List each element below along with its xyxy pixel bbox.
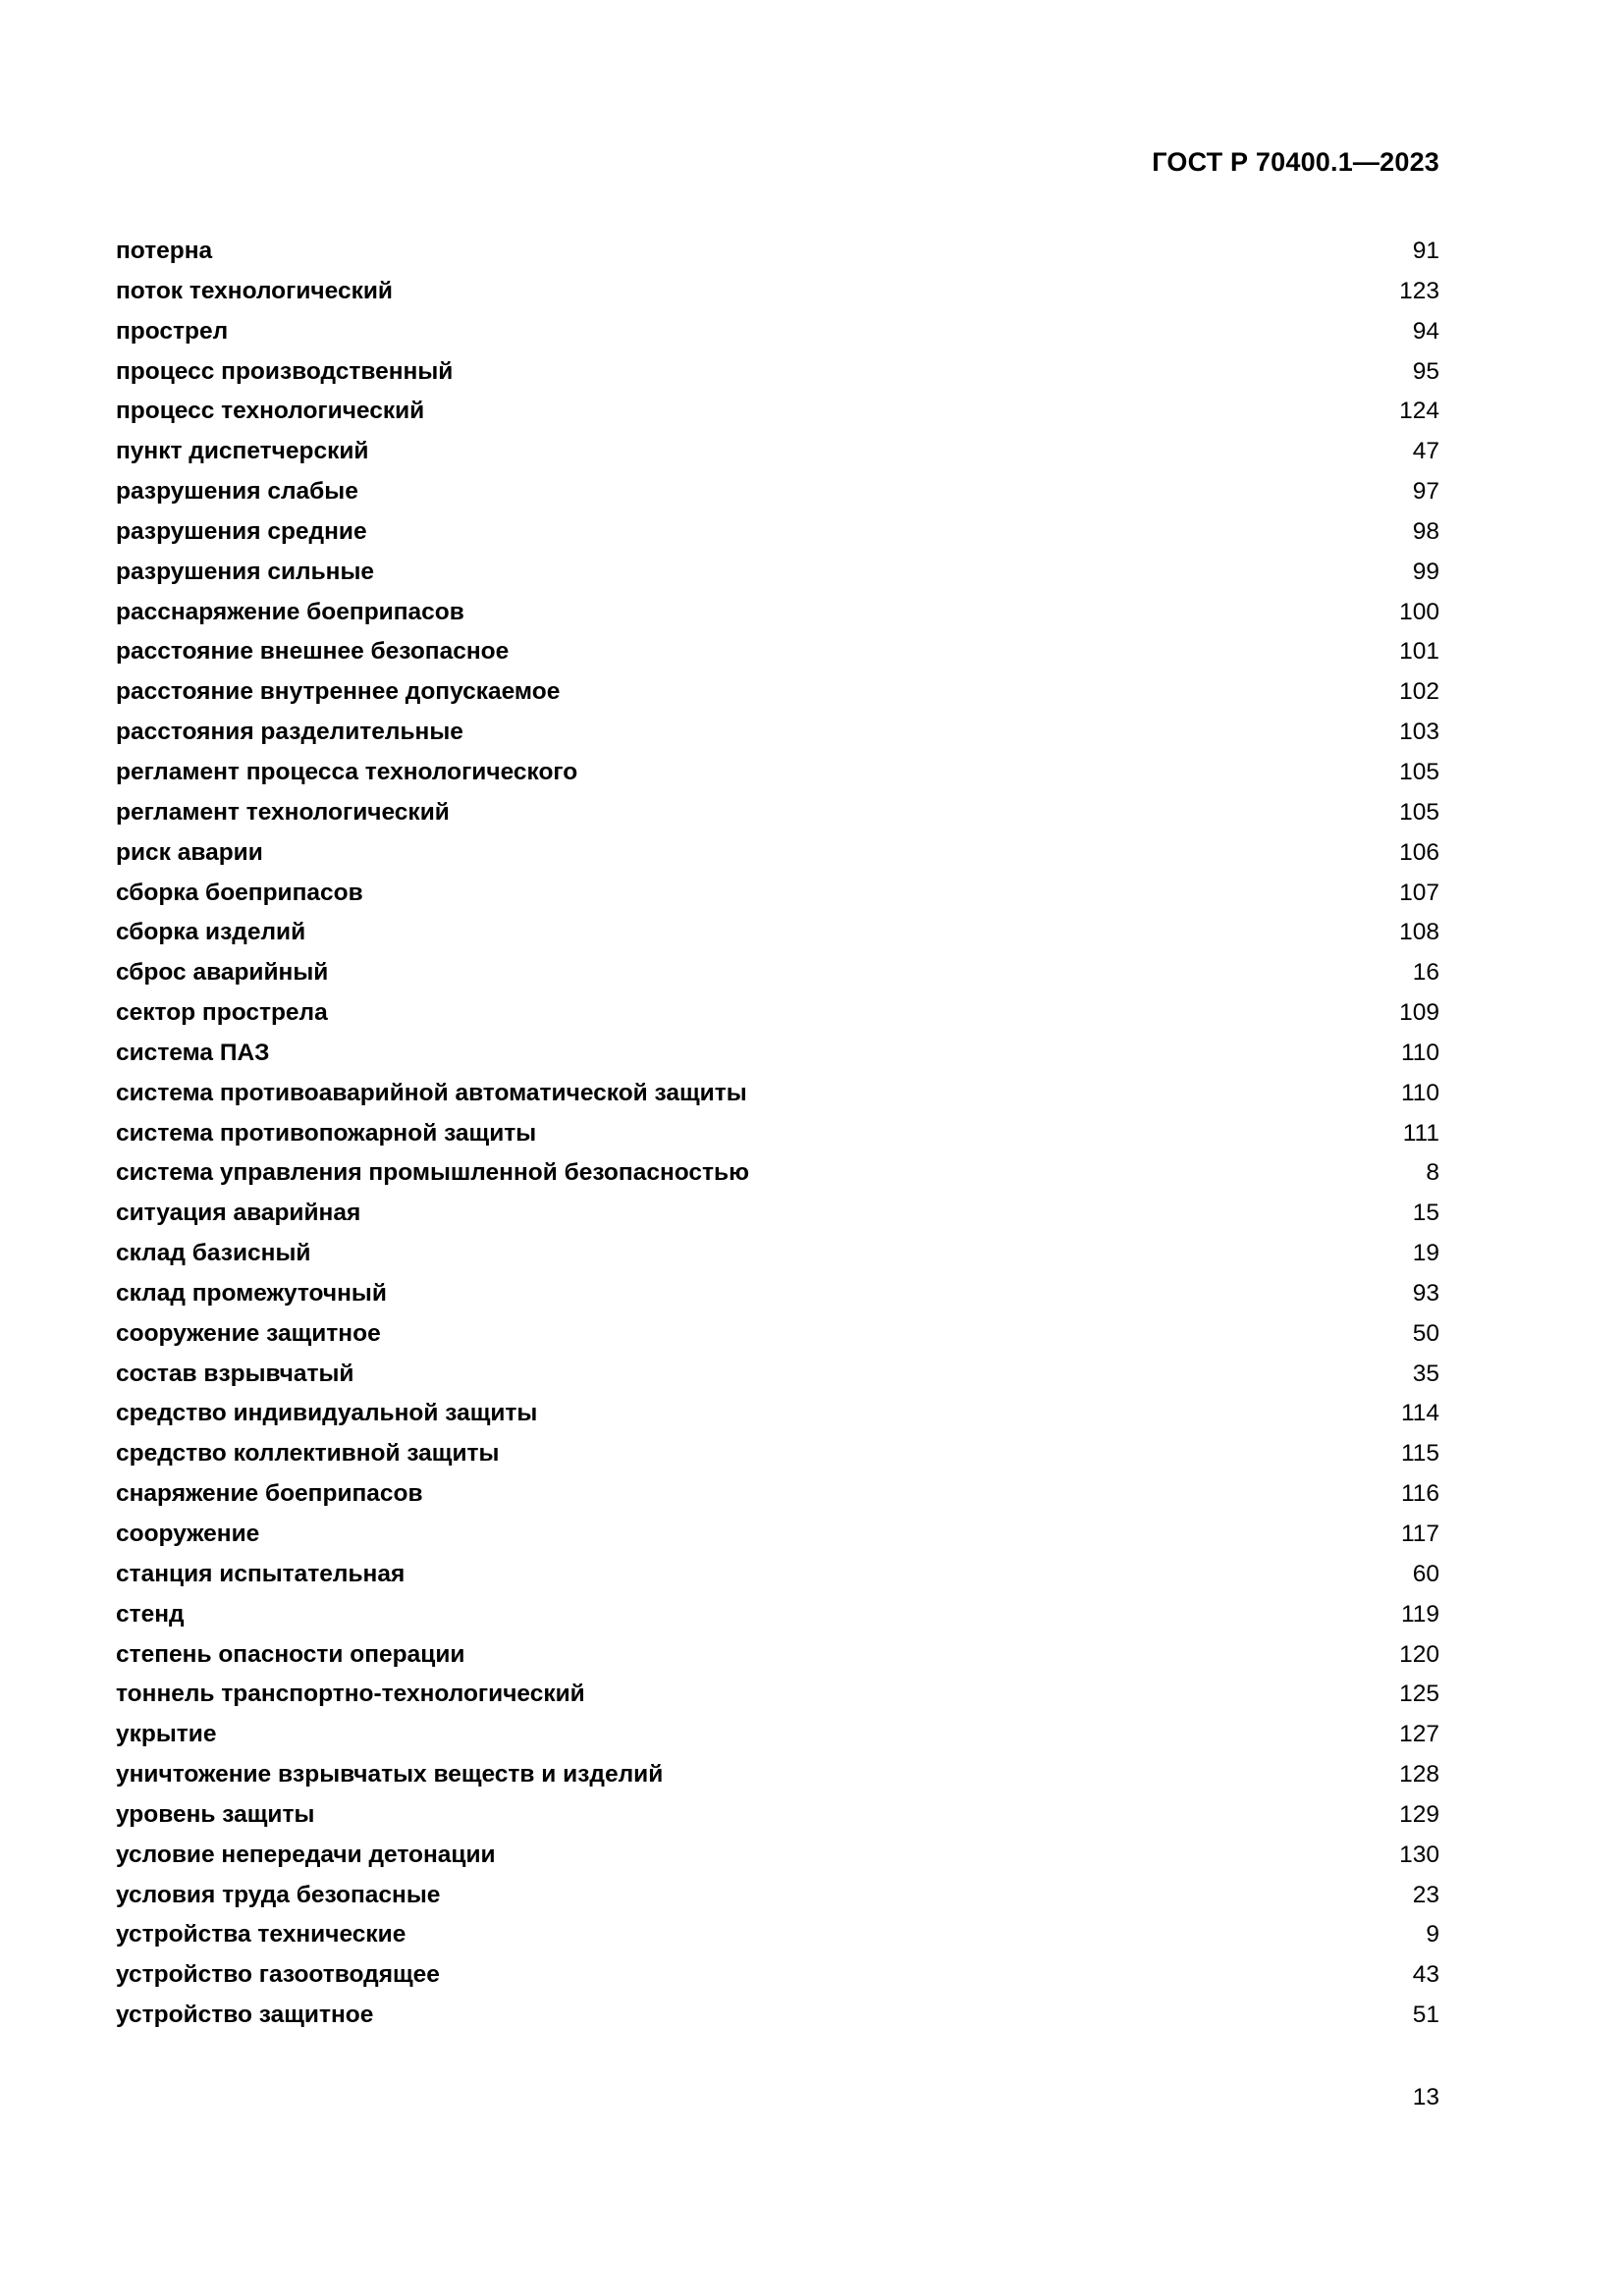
index-term: система ПАЗ [116, 1039, 270, 1066]
index-term-number: 50 [1412, 1319, 1439, 1347]
index-term-number: 117 [1400, 1521, 1439, 1547]
index-term-number: 47 [1412, 438, 1439, 465]
index-term-number: 124 [1399, 398, 1439, 425]
index-term-number: 43 [1412, 1961, 1439, 1989]
index-term-number: 15 [1412, 1200, 1439, 1227]
index-term: средство коллективной защиты [116, 1440, 500, 1468]
index-term: расстояние внешнее безопасное [116, 638, 510, 666]
index-term-number: 128 [1399, 1761, 1439, 1789]
index-term: ситуация аварийная [116, 1200, 361, 1227]
index-entry [116, 759, 1439, 799]
index-term: укрытие [116, 1721, 217, 1748]
index-term-number: 120 [1399, 1640, 1439, 1668]
index-term: сброс аварийный [116, 959, 329, 987]
index-term: разрушения слабые [116, 478, 358, 506]
index-entry [116, 999, 1439, 1040]
index-term: система управления промышленной безопасностью [116, 1159, 749, 1187]
index-entry [116, 919, 1439, 959]
index-entry [116, 880, 1439, 920]
index-term-number: 106 [1399, 838, 1439, 866]
index-term-number: 109 [1399, 999, 1439, 1027]
index-term-number: 95 [1412, 357, 1439, 385]
index-term: тоннель транспортно-технологический [116, 1681, 585, 1708]
index-entry [116, 518, 1439, 559]
page-number: 13 [1412, 2084, 1439, 2110]
index-term-number: 91 [1412, 238, 1439, 264]
index-entry [116, 1361, 1439, 1401]
index-term: устройство газоотводящее [116, 1961, 440, 1989]
index-term-number: 60 [1412, 1560, 1439, 1587]
index-term: процесс производственный [116, 357, 454, 385]
index-term-number: 130 [1399, 1841, 1439, 1868]
index-term-number: 129 [1399, 1800, 1439, 1828]
index-term-number: 103 [1399, 719, 1439, 746]
index-term: степень опасности операции [116, 1640, 465, 1668]
index-entry [116, 438, 1439, 478]
index-entry [116, 1842, 1439, 1882]
index-term-number: 123 [1399, 277, 1439, 304]
index-entry [116, 1040, 1439, 1080]
index-term-number: 35 [1412, 1360, 1439, 1387]
index-entry [116, 398, 1439, 438]
index-entry [116, 1721, 1439, 1761]
index-term-number: 23 [1412, 1881, 1439, 1908]
index-term-number: 110 [1400, 1039, 1439, 1066]
index-term-number: 108 [1399, 919, 1439, 946]
index-term: пункт диспетчерский [116, 438, 369, 465]
index-term: состав взрывчатый [116, 1360, 354, 1387]
index-entry [116, 1681, 1439, 1721]
index-term: система противоаварийной автоматической защиты [116, 1079, 747, 1106]
index-term: сооружение [116, 1521, 260, 1547]
index-term: устройство защитное [116, 2002, 374, 2029]
index-term: сборка боеприпасов [116, 879, 363, 906]
index-entry [116, 1440, 1439, 1480]
index-term-number: 16 [1412, 959, 1439, 987]
index-term-number: 114 [1400, 1400, 1439, 1427]
index-term: сектор прострела [116, 999, 328, 1027]
index-term: процесс технологический [116, 398, 425, 425]
index-term: средство индивидуальной защиты [116, 1400, 538, 1427]
index-entry [116, 1080, 1439, 1120]
index-term: расснаряжение боеприпасов [116, 598, 464, 625]
index-term-number: 105 [1399, 798, 1439, 826]
index-term: станция испытательная [116, 1560, 406, 1587]
index-term: разрушения сильные [116, 558, 375, 585]
document-id-header: ГОСТ Р 70400.1—2023 [1152, 147, 1439, 177]
index-term-number: 93 [1412, 1279, 1439, 1307]
index-entry [116, 1120, 1439, 1160]
index-entry [116, 1240, 1439, 1280]
index-term-number: 107 [1399, 879, 1439, 906]
index-term-number: 51 [1412, 2002, 1439, 2029]
index-entry [116, 1641, 1439, 1682]
index-term-number: 101 [1399, 638, 1439, 666]
index-entry [116, 678, 1439, 719]
index-entry [116, 839, 1439, 880]
index-term: потерна [116, 238, 213, 264]
index-entry [116, 1921, 1439, 1961]
index-entry [116, 1561, 1439, 1601]
index-entry [116, 1320, 1439, 1361]
alphabetical-index-list [116, 238, 1439, 2042]
index-term: уничтожение взрывчатых веществ и изделий [116, 1761, 664, 1789]
index-term-number: 100 [1399, 598, 1439, 625]
index-term-number: 105 [1399, 758, 1439, 785]
index-entry [116, 1400, 1439, 1440]
index-term: стенд [116, 1600, 185, 1628]
index-term: уровень защиты [116, 1800, 315, 1828]
index-term: сборка изделий [116, 919, 306, 946]
index-term-number: 102 [1399, 678, 1439, 706]
index-term-number: 127 [1399, 1721, 1439, 1748]
index-entry [116, 478, 1439, 518]
index-term: устройства технические [116, 1921, 406, 1949]
index-entry [116, 1521, 1439, 1561]
index-term-number: 94 [1412, 317, 1439, 345]
index-entry [116, 559, 1439, 599]
index-term: разрушения средние [116, 517, 367, 545]
index-entry [116, 358, 1439, 399]
index-term: расстояние внутреннее допускаемое [116, 678, 561, 706]
index-term-number: 98 [1412, 517, 1439, 545]
index-term: расстояния разделительные [116, 719, 463, 746]
index-entry [116, 1961, 1439, 2002]
index-term-number: 116 [1400, 1480, 1439, 1508]
index-entry [116, 1200, 1439, 1240]
index-term: регламент процесса технологического [116, 758, 578, 785]
index-term: снаряжение боеприпасов [116, 1480, 423, 1508]
index-entry [116, 2002, 1439, 2042]
index-term-number: 19 [1412, 1240, 1439, 1267]
index-term: сооружение защитное [116, 1319, 381, 1347]
index-entry [116, 799, 1439, 839]
index-term-number: 110 [1400, 1079, 1439, 1106]
index-term: условие непередачи детонации [116, 1841, 496, 1868]
index-term-number: 125 [1399, 1681, 1439, 1708]
index-term: склад базисный [116, 1240, 311, 1267]
index-entry [116, 959, 1439, 999]
index-entry [116, 1159, 1439, 1200]
index-entry [116, 278, 1439, 318]
index-term: условия труда безопасные [116, 1881, 441, 1908]
index-entry [116, 638, 1439, 678]
index-term-number: 111 [1402, 1119, 1439, 1147]
index-term-number: 115 [1400, 1440, 1439, 1468]
index-term: риск аварии [116, 838, 263, 866]
index-entry [116, 318, 1439, 358]
index-term: регламент технологический [116, 798, 450, 826]
index-entry [116, 1882, 1439, 1922]
index-term: прострел [116, 317, 229, 345]
index-term: система противопожарной защиты [116, 1119, 537, 1147]
index-term: склад промежуточный [116, 1279, 387, 1307]
index-term-number: 99 [1412, 558, 1439, 585]
index-term-number: 8 [1426, 1159, 1439, 1187]
index-entry [116, 599, 1439, 639]
index-term-number: 119 [1400, 1600, 1439, 1628]
index-entry [116, 1601, 1439, 1641]
index-entry [116, 1801, 1439, 1842]
index-entry [116, 719, 1439, 759]
index-entry [116, 1280, 1439, 1320]
index-entry [116, 1480, 1439, 1521]
index-term-number: 9 [1426, 1921, 1439, 1949]
index-term: поток технологический [116, 277, 393, 304]
index-entry [116, 1761, 1439, 1801]
index-entry [116, 238, 1439, 278]
index-term-number: 97 [1412, 478, 1439, 506]
